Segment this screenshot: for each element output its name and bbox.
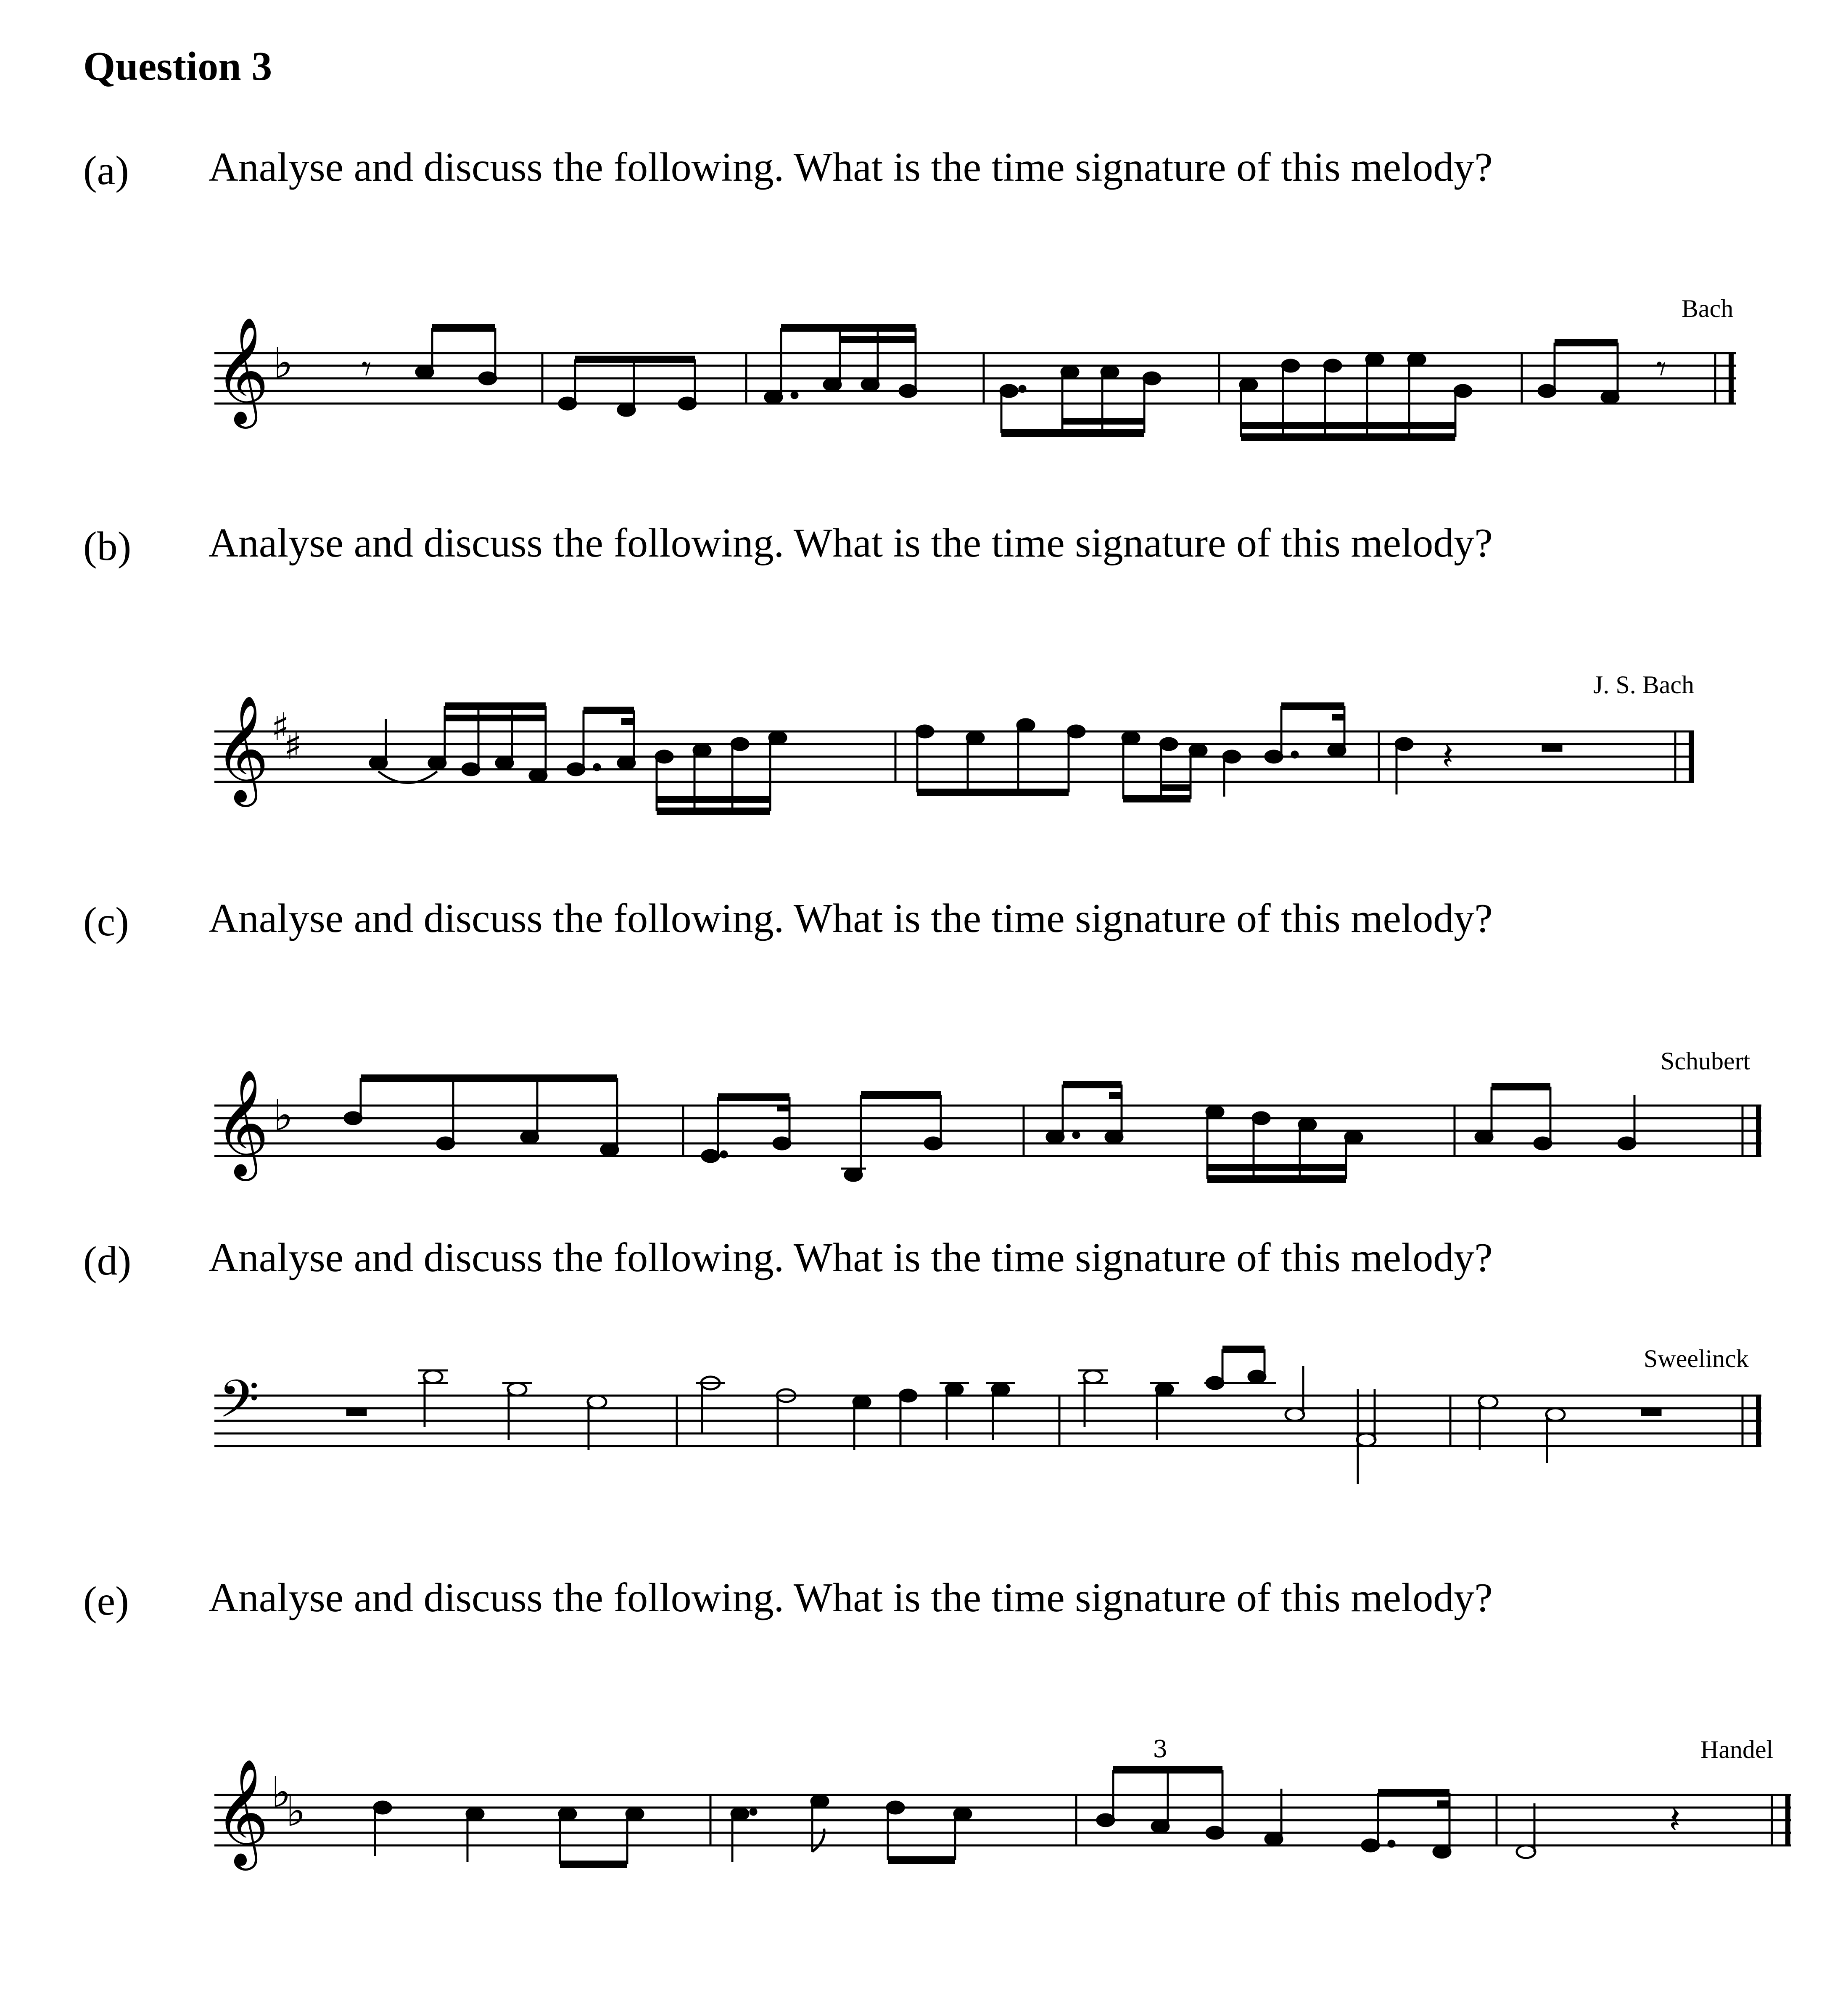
question-c-label: (c) xyxy=(83,899,129,945)
quarter-rest-icon: 𝄽 xyxy=(1669,1798,1681,1842)
question-d-label: (d) xyxy=(83,1238,132,1284)
treble-clef-icon: 𝄞 xyxy=(214,1758,269,1866)
key-flat-icon: ♭ xyxy=(271,1768,291,1817)
melody-d-staff xyxy=(198,1345,1774,1496)
notes xyxy=(370,706,1561,811)
question-a-text: Analyse and discuss the following. What is the time signature of this melody? xyxy=(209,145,1493,190)
treble-clef-icon: 𝄞 xyxy=(214,694,269,802)
staff-lines xyxy=(214,353,1736,404)
question-d-text: Analyse and discuss the following. What is the time signature of this melody? xyxy=(209,1235,1493,1280)
bass-clef-icon: 𝄢 xyxy=(219,1369,259,1442)
half-rest-icon xyxy=(1543,744,1561,751)
melody-b-staff xyxy=(198,681,1753,832)
composer-e: Handel xyxy=(1700,1736,1774,1763)
half-rest-icon xyxy=(1642,1408,1661,1415)
eighth-rest-icon: 𝄾 xyxy=(1656,347,1666,391)
composer-d: Sweelinck xyxy=(1644,1345,1749,1372)
question-c-text: Analyse and discuss the following. What is the time signature of this melody? xyxy=(209,896,1493,941)
treble-clef-icon: 𝄞 xyxy=(214,316,269,424)
question-heading: Question 3 xyxy=(83,44,272,89)
eighth-rest-icon: 𝄾 xyxy=(362,347,372,391)
question-e-label: (e) xyxy=(83,1578,129,1624)
staff-lines xyxy=(214,1795,1791,1845)
composer-b: J. S. Bach xyxy=(1593,671,1694,699)
melody-e-staff xyxy=(198,1736,1795,1896)
key-flat-icon: ♭ xyxy=(273,338,293,388)
notes xyxy=(416,328,1618,437)
notes xyxy=(347,1349,1661,1484)
notes xyxy=(374,1770,1535,1864)
key-sharp-icon: ♯ xyxy=(284,724,302,768)
question-b-label: (b) xyxy=(83,524,132,569)
melody-a-staff xyxy=(198,303,1753,454)
melody-c-staff xyxy=(198,1055,1774,1206)
question-b-text: Analyse and discuss the following. What is the time signature of this melody? xyxy=(209,520,1493,566)
composer-a: Bach xyxy=(1682,295,1734,322)
key-flat-icon: ♭ xyxy=(286,1787,306,1836)
key-flat-icon: ♭ xyxy=(273,1091,293,1140)
half-rest-icon xyxy=(347,1408,366,1415)
triplet-label: 3 xyxy=(1153,1736,1168,1763)
notes xyxy=(345,1078,1635,1181)
key-sharp-icon: ♯ xyxy=(271,705,290,749)
composer-c: Schubert xyxy=(1661,1047,1750,1075)
question-e-text: Analyse and discuss the following. What is the time signature of this melody? xyxy=(209,1575,1493,1621)
question-a-label: (a) xyxy=(83,148,129,193)
staff-lines xyxy=(214,1396,1761,1446)
quarter-rest-icon: 𝄽 xyxy=(1442,734,1454,779)
treble-clef-icon: 𝄞 xyxy=(214,1069,269,1176)
